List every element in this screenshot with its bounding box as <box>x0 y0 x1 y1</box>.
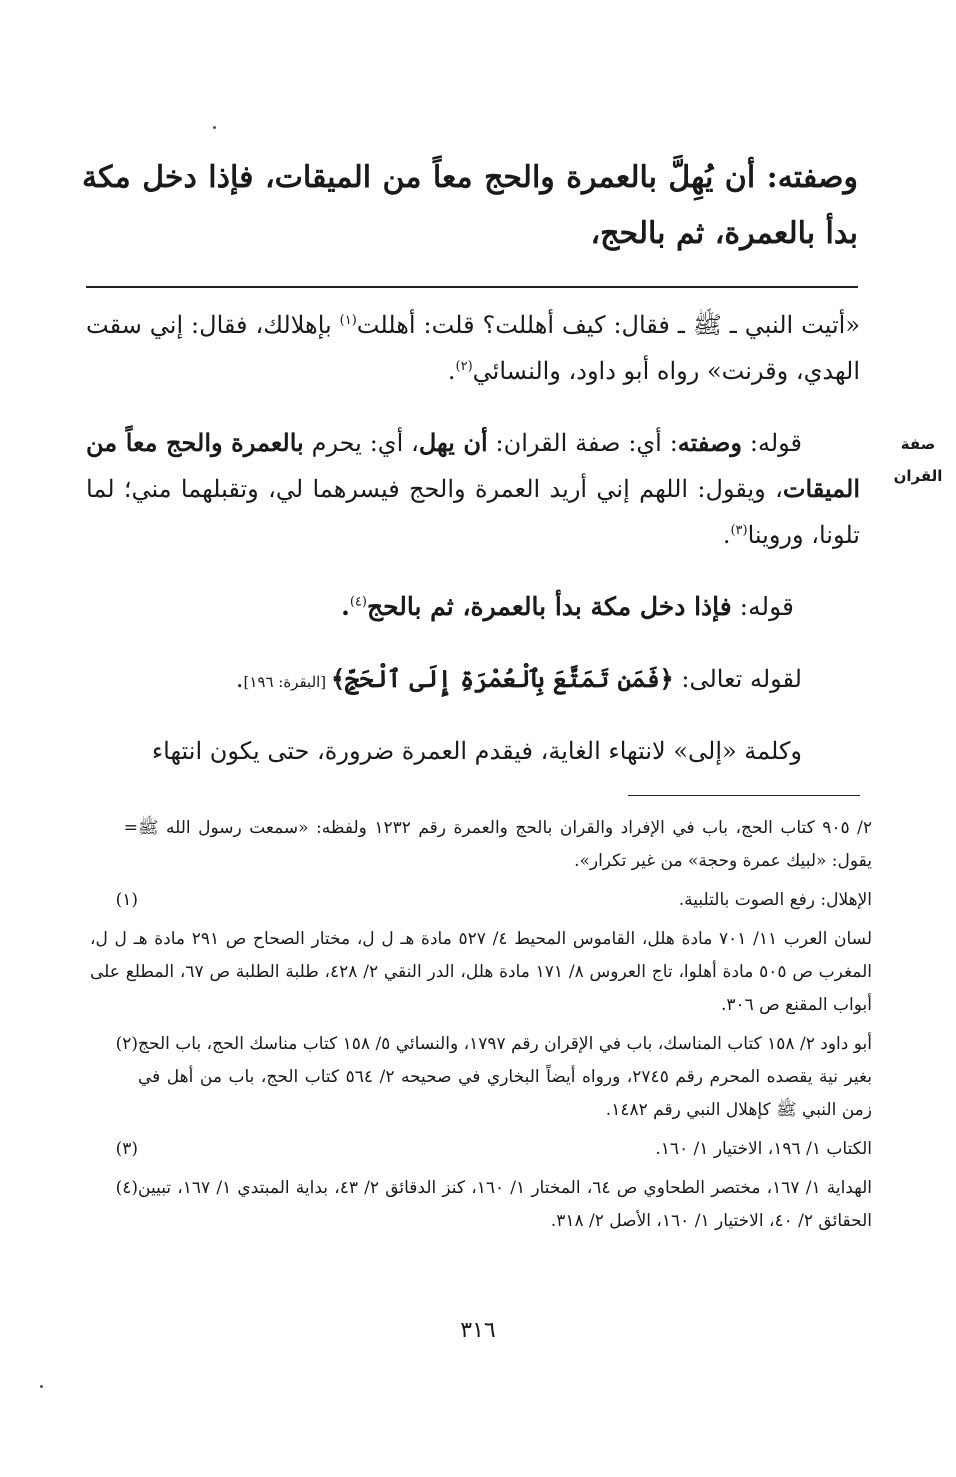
sharh-text-g: ، ويقول: اللهم إني أريد العمرة والحج فيسرهما لي، وتقبلهما مني؛ لما تلونا، وروينا <box>86 475 860 549</box>
footnote-text: الكتاب ١/ ١٩٦، الاختيار ١/ ١٦٠. <box>655 1139 872 1159</box>
page-number: ٣١٦ <box>460 1318 496 1343</box>
footnote-2 <box>90 1028 872 1127</box>
footnote-text: الإهلال: رفع الصوت بالتلبية. <box>678 890 872 910</box>
hadith-text-a: «أتيت النبي ـ ﷺ ـ فقال: كيف أهللت؟ قلت: أهللت <box>356 311 860 339</box>
footnote-marker: (٢) <box>115 1034 138 1054</box>
footnotes <box>90 812 872 1238</box>
sharh-text-h: . <box>722 521 731 549</box>
footnote-ref-2[interactable]: (٢) <box>455 359 473 374</box>
sharh-text-a: قوله: <box>731 592 794 621</box>
footnote-continued <box>90 812 872 878</box>
citation-intro: لقوله تعالى: <box>673 665 802 693</box>
footnote-ref-1[interactable]: (١) <box>339 313 357 328</box>
sharh-text-c: : أي: صفة القران: <box>487 429 678 457</box>
footnote-text: ٢/ ٩٠٥ كتاب الحج، باب في الإفراد والقران بالحج والعمرة رقم ١٢٣٢ ولفظه: «سمعت رسول الله ﷺ يقول: «لبيك عمرة وحجة» من غير تكرار». <box>138 818 872 871</box>
footnote-marker: (١) <box>115 890 138 910</box>
sharh-paragraph-description <box>86 420 860 558</box>
footnote-divider <box>628 795 860 796</box>
footnote-text: أبو داود ٢/ ١٥٨ كتاب المناسك، باب في الإقران رقم ١٧٩٧، والنسائي ٥/ ١٥٨ كتاب مناسك الحج، باب الحج بغير نية يقصده المحرم رقم ٢٧٤٥، ورواه أيضاً البخاري في صحيحه ٢/ ٥٦٤ كتاب الحج، باب من أهل في زمن النبي ﷺ كإهلال النبي رقم ١٤٨٢. <box>138 1034 872 1120</box>
sharh-text-a: قوله: <box>742 429 802 457</box>
footnote-1-sources: لسان العرب ١١/ ٧٠١ مادة هلل، القاموس المحيط ٤/ ٥٢٧ مادة هـ ل ل، مختار الصحاح ص ٢٩١ مادة هـ ل ل، المغرب ص ٥٠٥ مادة أهلوا، تاج العروس ٨/ ١٧١ مادة هلل، الدر النقي ٢/ ٤٢٨، طلبة الطلبة ص ٦٧، المطلع على أبواب المقنع ص ٣٠٦. <box>90 929 873 1015</box>
hadith-paragraph <box>86 302 860 394</box>
margin-heading <box>888 428 948 492</box>
hadith-text-c: . <box>447 357 456 385</box>
quran-verse: ﴿فَمَن تَمَتَّعَ بِٱلْعُمْرَةِ إِلَى ٱلْحَجِّ﴾ <box>330 664 674 693</box>
footnote-4 <box>90 1172 872 1238</box>
scan-speck <box>40 1385 43 1388</box>
footnote-3 <box>90 1133 872 1166</box>
sharh-bold-b: وصفته <box>677 428 743 457</box>
margin-heading-line1: صفة <box>900 435 936 453</box>
sharh-paragraph-makkah <box>86 584 860 630</box>
sharh-bold-d: أن يهل <box>418 428 488 457</box>
sharh-paragraph-ila <box>86 728 860 774</box>
matn-divider <box>86 286 858 288</box>
matn-text: وصفته: أن يُهِلَّ بالعمرة والحج معاً من الميقات، فإذا دخل مكة بدأ بالعمرة، ثم بالحج، <box>82 160 858 251</box>
margin-heading-line2: القران <box>893 467 943 485</box>
footnote-ref-3[interactable]: (٣) <box>730 523 748 538</box>
sharh-text-e: ، أي: يحرم <box>303 429 419 457</box>
sharh-text: وكلمة «إلى» لانتهاء الغاية، فيقدم العمرة ضرورة، حتى يكون انتهاء <box>151 737 802 765</box>
hadith-text-b: بإهلالك، فقال: إني سقت الهدي، وقرنت» رواه أبو داود، والنسائي <box>86 311 860 385</box>
footnote-ref-4[interactable]: (٤) <box>349 594 367 610</box>
quran-citation-paragraph <box>86 656 860 705</box>
footnote-marker: = <box>123 818 138 838</box>
scan-speck <box>213 126 216 129</box>
sharh-bold-b: فإذا دخل مكة بدأ بالعمرة، ثم بالحج <box>366 592 732 621</box>
citation-end: . <box>235 665 244 693</box>
footnote-text: الهداية ١/ ١٦٧، مختصر الطحاوي ص ٦٤، المختار ١/ ١٦٠، كنز الدقائق ٢/ ٤٣، بداية المبتدي ١/ ١٦٧، تبيين الحقائق ٢/ ٤٠، الاختيار ١/ ١٦٠، الأصل ٢/ ٣١٨. <box>138 1178 873 1231</box>
footnote-1 <box>90 884 872 917</box>
footnote-marker: (٤) <box>115 1178 138 1198</box>
verse-reference: [البقرة: ١٩٦] <box>243 673 331 691</box>
sharh-text-c: . <box>341 592 350 621</box>
footnote-marker: (٣) <box>115 1139 138 1159</box>
sharh-bold-f: بالعمرة والحج معاً من الميقات <box>86 428 861 503</box>
